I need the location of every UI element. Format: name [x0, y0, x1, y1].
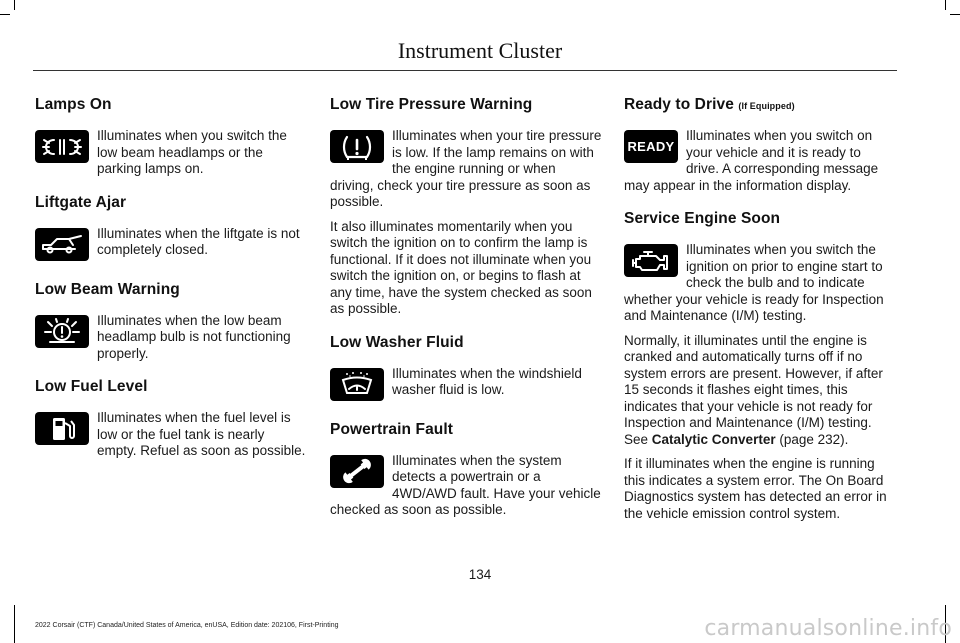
if-equipped-note: (If Equipped)	[738, 101, 795, 111]
page-title: Instrument Cluster	[397, 38, 563, 63]
section-powertrain-fault	[330, 421, 602, 519]
liftgate-open-icon	[35, 228, 89, 261]
crop-mark	[14, 0, 15, 10]
low-beam-warning-icon	[35, 315, 89, 348]
washer-fluid-icon	[330, 368, 384, 401]
section-heading: Liftgate Ajar	[35, 193, 127, 211]
tire-pressure-icon	[330, 130, 384, 163]
section-text: Illuminates when the system detects a powertrain or a 4WD/AWD fault. Have your vehicle checked as soon as possible.	[330, 452, 601, 517]
crop-mark	[14, 605, 15, 643]
section-text: Illuminates when you switch the ignition on prior to engine start to check the bulb and to indicate whether your vehicle is ready for Inspection and Maintenance (I/M) testing.	[624, 242, 884, 323]
section-low-washer-fluid	[330, 334, 602, 405]
section-ready-to-drive	[624, 96, 897, 194]
section-text: Illuminates when your tire pressure is low. If the lamp remains on with the engine running or when driving, check your tire pressure as soon as possible.	[330, 128, 602, 209]
column-2	[330, 96, 602, 535]
header-divider	[33, 70, 897, 71]
section-low-tire-pressure	[330, 96, 602, 318]
section-heading: Low Fuel Level	[35, 378, 148, 395]
extra-text: Normally, it illuminates until the engine is cranked and automatically turns off if no system errors are present. However, if after 15 seconds it flashes eight times, this indicates that your vehicle is not ready for Inspection and Maintenance (I/M) testing. See	[624, 332, 883, 447]
section-text: Illuminates when the windshield washer fluid is low.	[392, 365, 582, 397]
section-heading: Powertrain Fault	[330, 420, 454, 438]
section-text-extra-2: If it illuminates when the engine is running this indicates a system error. The On Board Diagnostics system has detected an error in the vehicle emission control system.	[624, 456, 887, 521]
crop-mark	[945, 0, 946, 10]
section-low-beam-warning	[35, 281, 307, 363]
column-3	[624, 96, 897, 538]
section-text: Illuminates when you switch the low beam headlamps or the parking lamps on.	[97, 128, 287, 176]
section-text: Illuminates when the low beam headlamp bulb is not functioning properly.	[97, 312, 291, 361]
heading-text: Ready to Drive	[624, 96, 734, 113]
section-text: Illuminates when the liftgate is not completely closed.	[97, 225, 300, 257]
section-heading	[624, 96, 897, 114]
section-text-extra	[624, 333, 897, 449]
column-1	[35, 96, 307, 476]
ready-icon-label: READY	[627, 139, 675, 154]
section-heading: Lamps On	[35, 96, 112, 113]
engine-icon	[624, 244, 678, 277]
section-text: Illuminates when you switch on your vehicle and it is ready to drive. A corresponding message may appear in the information display.	[624, 128, 879, 193]
section-low-fuel-level	[35, 378, 307, 460]
section-heading: Low Beam Warning	[35, 280, 180, 298]
section-liftgate-ajar	[35, 194, 307, 265]
section-heading: Service Engine Soon	[624, 210, 781, 227]
fuel-pump-icon	[35, 412, 89, 445]
footer-edition-info: 2022 Corsair (CTF) Canada/United States of America, enUSA, Edition date: 202106, First-Printing	[35, 622, 339, 629]
crop-mark	[0, 14, 10, 15]
section-heading: Low Tire Pressure Warning	[330, 96, 533, 113]
watermark: carmanualsonline.info	[704, 616, 952, 641]
section-heading: Low Washer Fluid	[330, 333, 464, 351]
headlamp-icon	[35, 130, 89, 163]
page-reference: (page 232).	[775, 431, 849, 447]
section-text-extra: It also illuminates momentarily when you switch the ignition on to confirm the lamp is functional. If it does not illuminate when you switch the ignition on, or begins to flash at any time, have the system checked as soon as possible.	[330, 218, 592, 316]
catalytic-converter-link[interactable]: Catalytic Converter	[651, 431, 776, 447]
ready-icon	[624, 130, 678, 163]
section-text: Illuminates when the fuel level is low or the fuel tank is nearly empty. Refuel as soon as possible.	[97, 410, 306, 458]
crop-mark	[950, 14, 960, 15]
wrench-icon	[330, 455, 384, 488]
section-lamps-on	[35, 96, 307, 178]
section-service-engine-soon	[624, 210, 897, 522]
page-number: 134	[468, 567, 492, 582]
